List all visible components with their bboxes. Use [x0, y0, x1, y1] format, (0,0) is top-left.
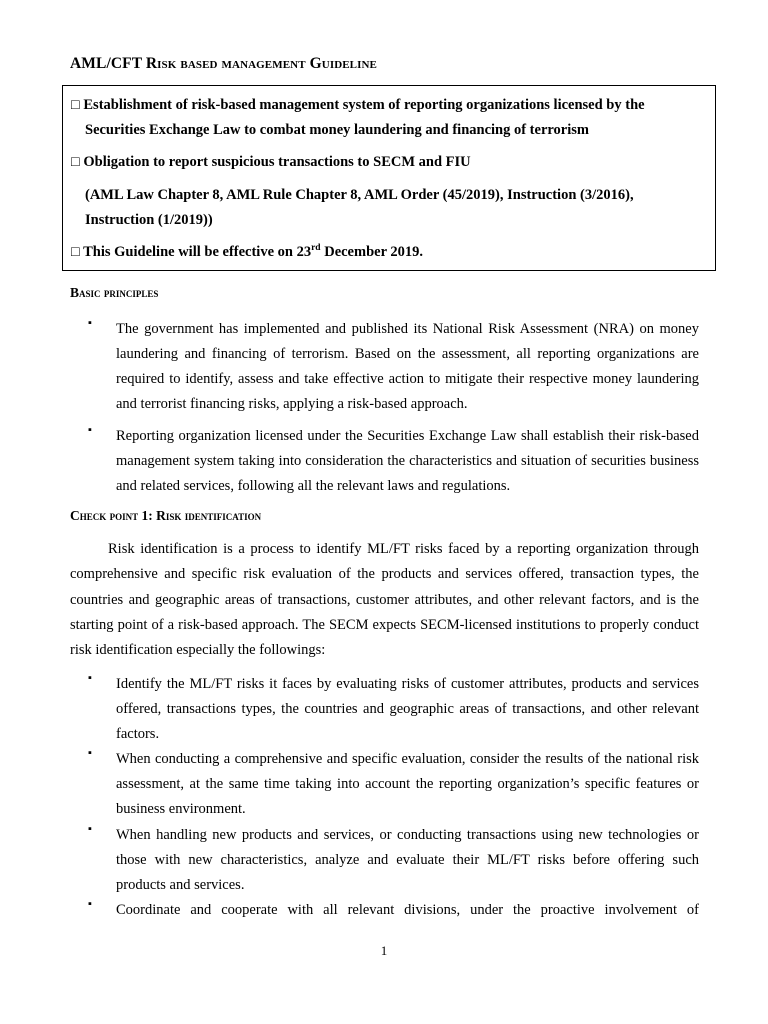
basic-principles-heading: Basic principles	[70, 285, 159, 300]
principle-bullet-2	[88, 424, 699, 499]
page-number: 1	[380, 943, 388, 958]
principle-bullet-1	[88, 317, 699, 417]
effective-date-prefix: □ This Guideline will be effective on 23	[71, 244, 312, 260]
checkpoint-1-paragraph: Risk identification is a process to identify ML/FT risks faced by a reporting organization through comprehensive and specific risk evaluation of the products and services offered, transaction types, the countries and geographic areas of transactions, customer attributes, and other relevant factors, and is the starting point of a risk-based approach. The SECM expects SECM-licensed institutions to properly conduct risk identification especially the followings:	[70, 541, 699, 659]
checkpoint-text-2: When conducting a comprehensive and specific evaluation, consider the results of the national risk assessment, at the same time taking into account the reporting organization’s specific features or business environment.	[116, 751, 699, 817]
checkpoint-bullet-1	[88, 672, 699, 747]
summary-line-1: □ Establishment of risk-based management system of reporting organizations licensed by the	[71, 97, 645, 113]
effective-date-superscript: rd	[311, 243, 321, 253]
principle-text-1: The government has implemented and published its National Risk Assessment (NRA) on money laundering and financing of terrorism. Based on the assessment, all reporting organizations are required to identify, assess and take effective action to mitigate their respective money laundering and terrorist financing risks, applying a risk-based approach.	[116, 321, 699, 412]
checkpoint-text-3: When handling new products and services, or conducting transactions using new technologies or those with new characteristics, analyze and evaluate their ML/FT risks before offering such products and services.	[116, 827, 699, 893]
bullet-icon: ▪	[88, 747, 92, 759]
bullet-icon: ▪	[88, 317, 92, 329]
summary-line-2: Securities Exchange Law to combat money laundering and financing of terrorism	[85, 122, 589, 138]
summary-box	[62, 85, 716, 271]
checkpoint-text-4: Coordinate and cooperate with all relevant divisions, under the proactive involvement of	[116, 902, 699, 918]
summary-line-4: (AML Law Chapter 8, AML Rule Chapter 8, AML Order (45/2019), Instruction (3/2016),	[85, 187, 634, 203]
summary-line-6	[71, 244, 423, 261]
checkpoint-text-1: Identify the ML/FT risks it faces by evaluating risks of customer attributes, products and services offered, transactions types, the countries and geographic areas of transactions, and other relevant factors.	[116, 676, 699, 742]
checkpoint-bullet-4	[88, 898, 699, 923]
summary-line-5: Instruction (1/2019))	[85, 212, 213, 228]
summary-line-3: □ Obligation to report suspicious transactions to SECM and FIU	[71, 154, 471, 170]
checkpoint-bullet-3	[88, 823, 699, 898]
effective-date-suffix: December 2019.	[320, 244, 423, 260]
bullet-icon: ▪	[88, 672, 92, 684]
checkpoint-1-heading: Check point 1: Risk identification	[70, 508, 262, 523]
bullet-icon: ▪	[88, 898, 92, 910]
bullet-icon: ▪	[88, 823, 92, 835]
document-title: AML/CFT Risk based management Guideline	[70, 55, 377, 72]
bullet-icon: ▪	[88, 424, 92, 436]
checkpoint-bullet-2	[88, 747, 699, 822]
principle-text-2: Reporting organization licensed under the Securities Exchange Law shall establish their risk-based management system taking into consideration the characteristics and situation of securities business and related services, following all the relevant laws and regulations.	[116, 428, 699, 494]
